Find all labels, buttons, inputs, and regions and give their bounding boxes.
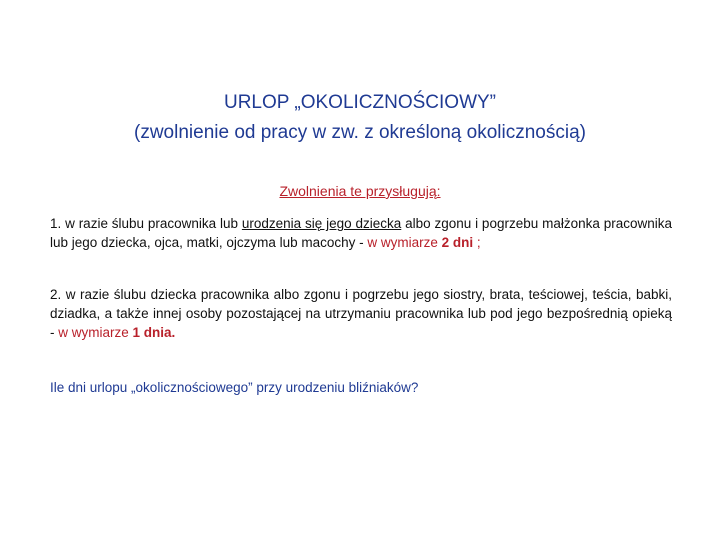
page-title: URLOP „OKOLICZNOŚCIOWY” [223, 92, 496, 113]
list-item-point-2 [50, 285, 672, 342]
title-block [0, 88, 720, 148]
point-1-duration-prefix: w wymiarze [367, 235, 442, 250]
point-1-duration-value: 2 dni [441, 235, 474, 250]
point-2-duration-prefix: w wymiarze [58, 325, 133, 340]
point-1-text-middle: albo zgonu i pogrzebu małżonka pracownika lub jego dziecka, ojca, matki, ojczyma lub macochy - [50, 216, 672, 250]
point-2-text: 2. w razie ślubu dziecka pracownika albo zgonu i pogrzebu jego siostry, brata, teściowej, teścia, babki, dziadka, a także innej osoby pozostającej na utrzymaniu pracownika lub pod jego bezpośrednią opieką - [50, 287, 672, 340]
page-subtitle: (zwolnienie od pracy w zw. z określoną okolicznością) [134, 122, 586, 143]
point-1-underlined-text: urodzenia się jego dziecka [241, 216, 402, 231]
point-1-suffix: ; [473, 235, 481, 250]
point-1-text-start: 1. w razie ślubu pracownika lub [50, 216, 242, 231]
question-text: Ile dni urlopu „okolicznościowego” przy urodzeniu bliźniaków? [50, 380, 419, 395]
list-item-point-1 [50, 214, 672, 252]
point-2-duration-value: 1 dnia. [132, 325, 176, 340]
section-heading: Zwolnienia te przysługują: [279, 183, 441, 199]
